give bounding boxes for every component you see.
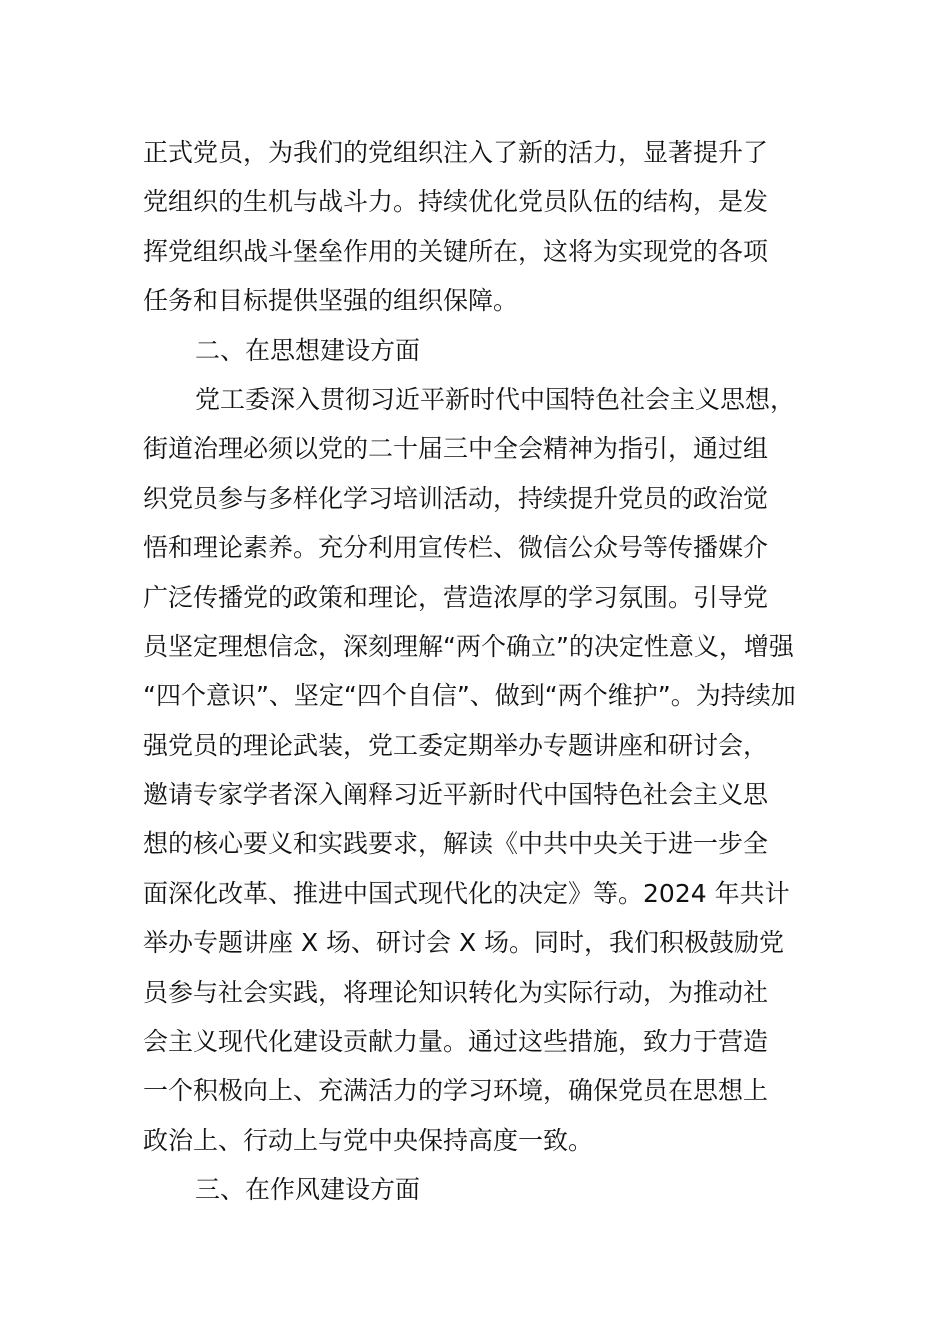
paragraph-line: 织党员参与多样化学习培训活动，持续提升党员的政治觉 [143,483,769,513]
section-heading: 二、在思想建设方面 [195,335,421,365]
paragraph-line: 员参与社会实践，将理论知识转化为实际行动，为推动社 [143,977,769,1007]
section-heading: 三、在作风建设方面 [195,1175,421,1205]
paragraph-line: 正式党员，为我们的党组织注入了新的活力，显著提升了 [143,138,769,167]
paragraph-line: 党工委深入贯彻习近平新时代中国特色社会主义思想， [195,384,796,414]
paragraph-line: 员坚定理想信念，深刻理解“两个确立”的决定性意义，增强 [143,631,794,661]
paragraph-line: 街道治理必须以党的二十届三中全会精神为指引，通过组 [143,434,769,464]
paragraph-line: 强党员的理论武装，党工委定期举办专题讲座和研讨会， [143,730,769,760]
paragraph-line: 举办专题讲座 X 场、研讨会 X 场。同时，我们积极鼓励党 [143,928,785,958]
paragraph-line: 悟和理论素养。充分利用宣传栏、微信公众号等传播媒介 [143,533,769,563]
paragraph-line: 想的核心要义和实践要求，解读《中共中央关于进一步全 [143,829,769,859]
paragraph-line: 广泛传播党的政策和理论，营造浓厚的学习氛围。引导党 [143,582,769,612]
paragraph-line: 挥党组织战斗堡垒作用的关键所在，这将为实现党的各项 [143,236,769,266]
paragraph-line: 任务和目标提供坚强的组织保障。 [143,286,519,316]
document-body [143,128,843,1215]
paragraph-line: 政治上、行动上与党中央保持高度一致。 [143,1125,594,1155]
paragraph-line: “四个意识”、坚定“四个自信”、做到“两个维护”。为持续加 [143,681,796,711]
paragraph-line: 面深化改革、推进中国式现代化的决定》等。2024 年共计 [143,878,790,908]
paragraph-line: 党组织的生机与战斗力。持续优化党员队伍的结构，是发 [143,187,769,217]
paragraph-line: 会主义现代化建设贡献力量。通过这些措施，致力于营造 [143,1027,769,1057]
paragraph-line: 邀请专家学者深入阐释习近平新时代中国特色社会主义思 [143,780,769,810]
paragraph-line: 一个积极向上、充满活力的学习环境，确保党员在思想上 [143,1076,769,1106]
